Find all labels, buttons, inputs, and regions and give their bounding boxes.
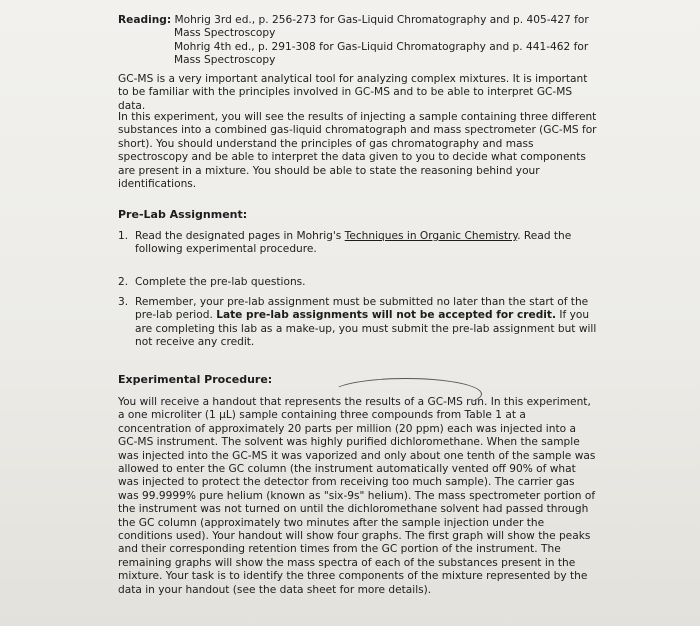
intro-paragraph-1: GC-MS is a very important analytical tool for analyzing complex mixtures. It is important to be familiar with the principles involved in GC-MS and to be able to interpret GC-MS data.: [118, 73, 588, 112]
prelab-item-2-text: Complete the pre-lab questions.: [135, 276, 306, 288]
prelab-item-3-bold: Late pre-lab assignments will not be accepted for credit.: [216, 309, 557, 322]
reading-line-1: [118, 14, 598, 27]
reading-label: Reading:: [118, 14, 172, 26]
prelab-item-1-number: 1.: [118, 230, 129, 242]
prelab-item-2-number: 2.: [118, 276, 129, 288]
reading-section: [118, 14, 598, 68]
prelab-item-1-pre: Read the designated pages in Mohrig's: [135, 230, 345, 242]
reading-text-2: Mass Spectroscopy: [174, 27, 276, 40]
intro-paragraph-2: In this experiment, you will see the results of injecting a sample containing three different substances into a combined gas-liquid chromatograph and mass spectrometer (GC-MS for short). You should understand the principles of gas chromatography and mass spectroscopy and be able to interpret the data given to you to decide what components are present in a mixture. You should be able to state the reasoning behind your identifications.: [118, 111, 597, 191]
prelab-item-3-text: [118, 296, 598, 350]
prelab-item-3-number: 3.: [118, 296, 129, 308]
procedure-heading: Experimental Procedure:: [118, 373, 273, 386]
reading-text-4: Mass Spectroscopy: [174, 54, 276, 67]
prelab-heading: Pre-Lab Assignment:: [118, 208, 248, 221]
prelab-item-1: [118, 230, 598, 257]
prelab-item-1-text: [118, 230, 598, 257]
prelab-item-3: [118, 296, 598, 350]
procedure-paragraph: You will receive a handout that represents the results of a GC-MS run. In this experiment, a one microliter (1 µL) sample containing three compounds from Table 1 at a concentration of approximately 20 parts per million (20 ppm) each was injected into a GC-MS instrument. The solvent was highly purified dichloromethane. When the sample was injected into the GC-MS it was vaporized and only about one tenth of the sample was allowed to enter the GC column (the instrument automatically vented off 90% of what was injected to protect the detector from receiving too much sample). The carrier gas was 99.9999% pure helium (known as "six-9s" helium). The mass spectrometer portion of the instrument was not turned on until the dichloromethane solvent had passed through the GC column (approximately two minutes after the sample injection under the conditions used). Your handout will show four graphs. The first graph will show the peaks and their corresponding retention times from the GC portion of the instrument. The remaining graphs will show the mass spectra of each of the substances present in the mixture. Your task is to identify the three components of the mixture represented by the data in your handout (see the data sheet for more details).: [118, 396, 596, 596]
prelab-item-2: [118, 276, 598, 289]
prelab-item-1-post: . Read the following experimental procedure.: [135, 230, 572, 256]
prelab-item-3-pre: Remember, your pre-lab assignment must be submitted no later than the start of the pre-lab period.: [135, 296, 589, 322]
reading-text-3: Mohrig 4th ed., p. 291-308 for Gas-Liquid Chromatography and p. 441-462 for: [174, 40, 589, 53]
textbook-title: Techniques in Organic Chemistry: [344, 230, 518, 242]
prelab-item-3-post: If you are completing this lab as a make-up, you must submit the pre-lab assignment but will not receive any credit.: [135, 309, 597, 349]
reading-text-1: Mohrig 3rd ed., p. 256-273 for Gas-Liquid Chromatography and p. 405-427 for: [174, 14, 589, 26]
